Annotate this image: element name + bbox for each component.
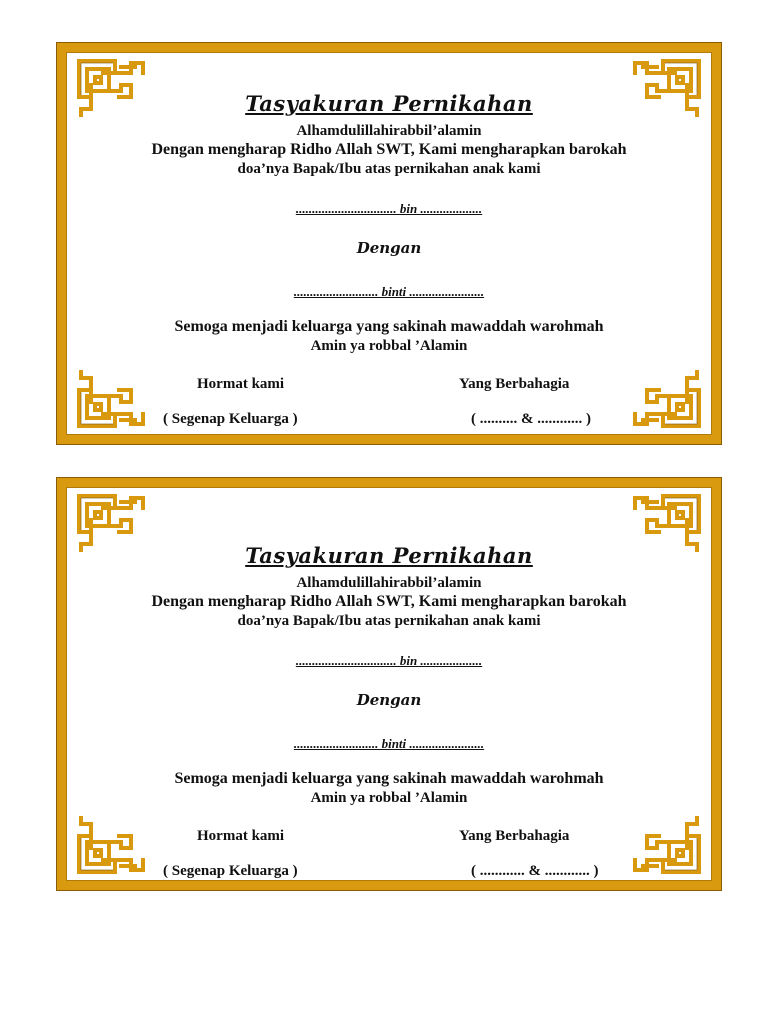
card-title: Tasyakuran Pernikahan (245, 543, 533, 568)
amin-line: Amin ya robbal ’Alamin (310, 790, 468, 806)
body-line: Dengan mengharap Ridho Allah SWT, Kami mengharapkan barokah (151, 141, 627, 158)
bride-name-blank: .......................... binti ....................... (293, 736, 485, 751)
corner-ornament-icon (75, 816, 157, 876)
wish-line: Semoga menjadi keluarga yang sakinah mawaddah warohmah (174, 770, 604, 787)
right-signature-heading: Yang Berbahagia (459, 376, 570, 392)
corner-ornament-icon (621, 816, 703, 876)
card-paper (66, 487, 712, 881)
with-label: Dengan (356, 691, 422, 709)
right-signature-heading: Yang Berbahagia (459, 828, 570, 844)
body-line: doa’nya Bapak/Ibu atas pernikahan anak kami (237, 613, 541, 629)
left-signature-heading: Hormat kami (197, 376, 285, 392)
opening-line: Alhamdulillahirabbil’alamin (296, 575, 482, 591)
left-signature-heading: Hormat kami (197, 828, 285, 844)
right-signature: ( .......... & ............ ) (471, 411, 591, 427)
left-signature: ( Segenap Keluarga ) (163, 863, 298, 879)
body-line: doa’nya Bapak/Ibu atas pernikahan anak kami (237, 161, 541, 177)
corner-ornament-icon (621, 370, 703, 430)
with-label: Dengan (356, 239, 422, 257)
body-line: Dengan mengharap Ridho Allah SWT, Kami mengharapkan barokah (151, 593, 627, 610)
invitation-card-1 (56, 42, 722, 445)
right-signature: ( ............ & ............ ) (471, 863, 599, 879)
left-signature: ( Segenap Keluarga ) (163, 411, 298, 427)
amin-line: Amin ya robbal ’Alamin (310, 338, 468, 354)
card-paper (66, 52, 712, 435)
bride-name-blank: .......................... binti ....................... (293, 284, 485, 299)
wish-line: Semoga menjadi keluarga yang sakinah mawaddah warohmah (174, 318, 604, 335)
invitation-card-2 (56, 477, 722, 891)
groom-name-blank: ............................... bin ................... (295, 201, 483, 216)
groom-name-blank: ............................... bin ................... (295, 653, 483, 668)
corner-ornament-icon (75, 370, 157, 430)
opening-line: Alhamdulillahirabbil’alamin (296, 123, 482, 139)
card-title: Tasyakuran Pernikahan (245, 91, 533, 116)
